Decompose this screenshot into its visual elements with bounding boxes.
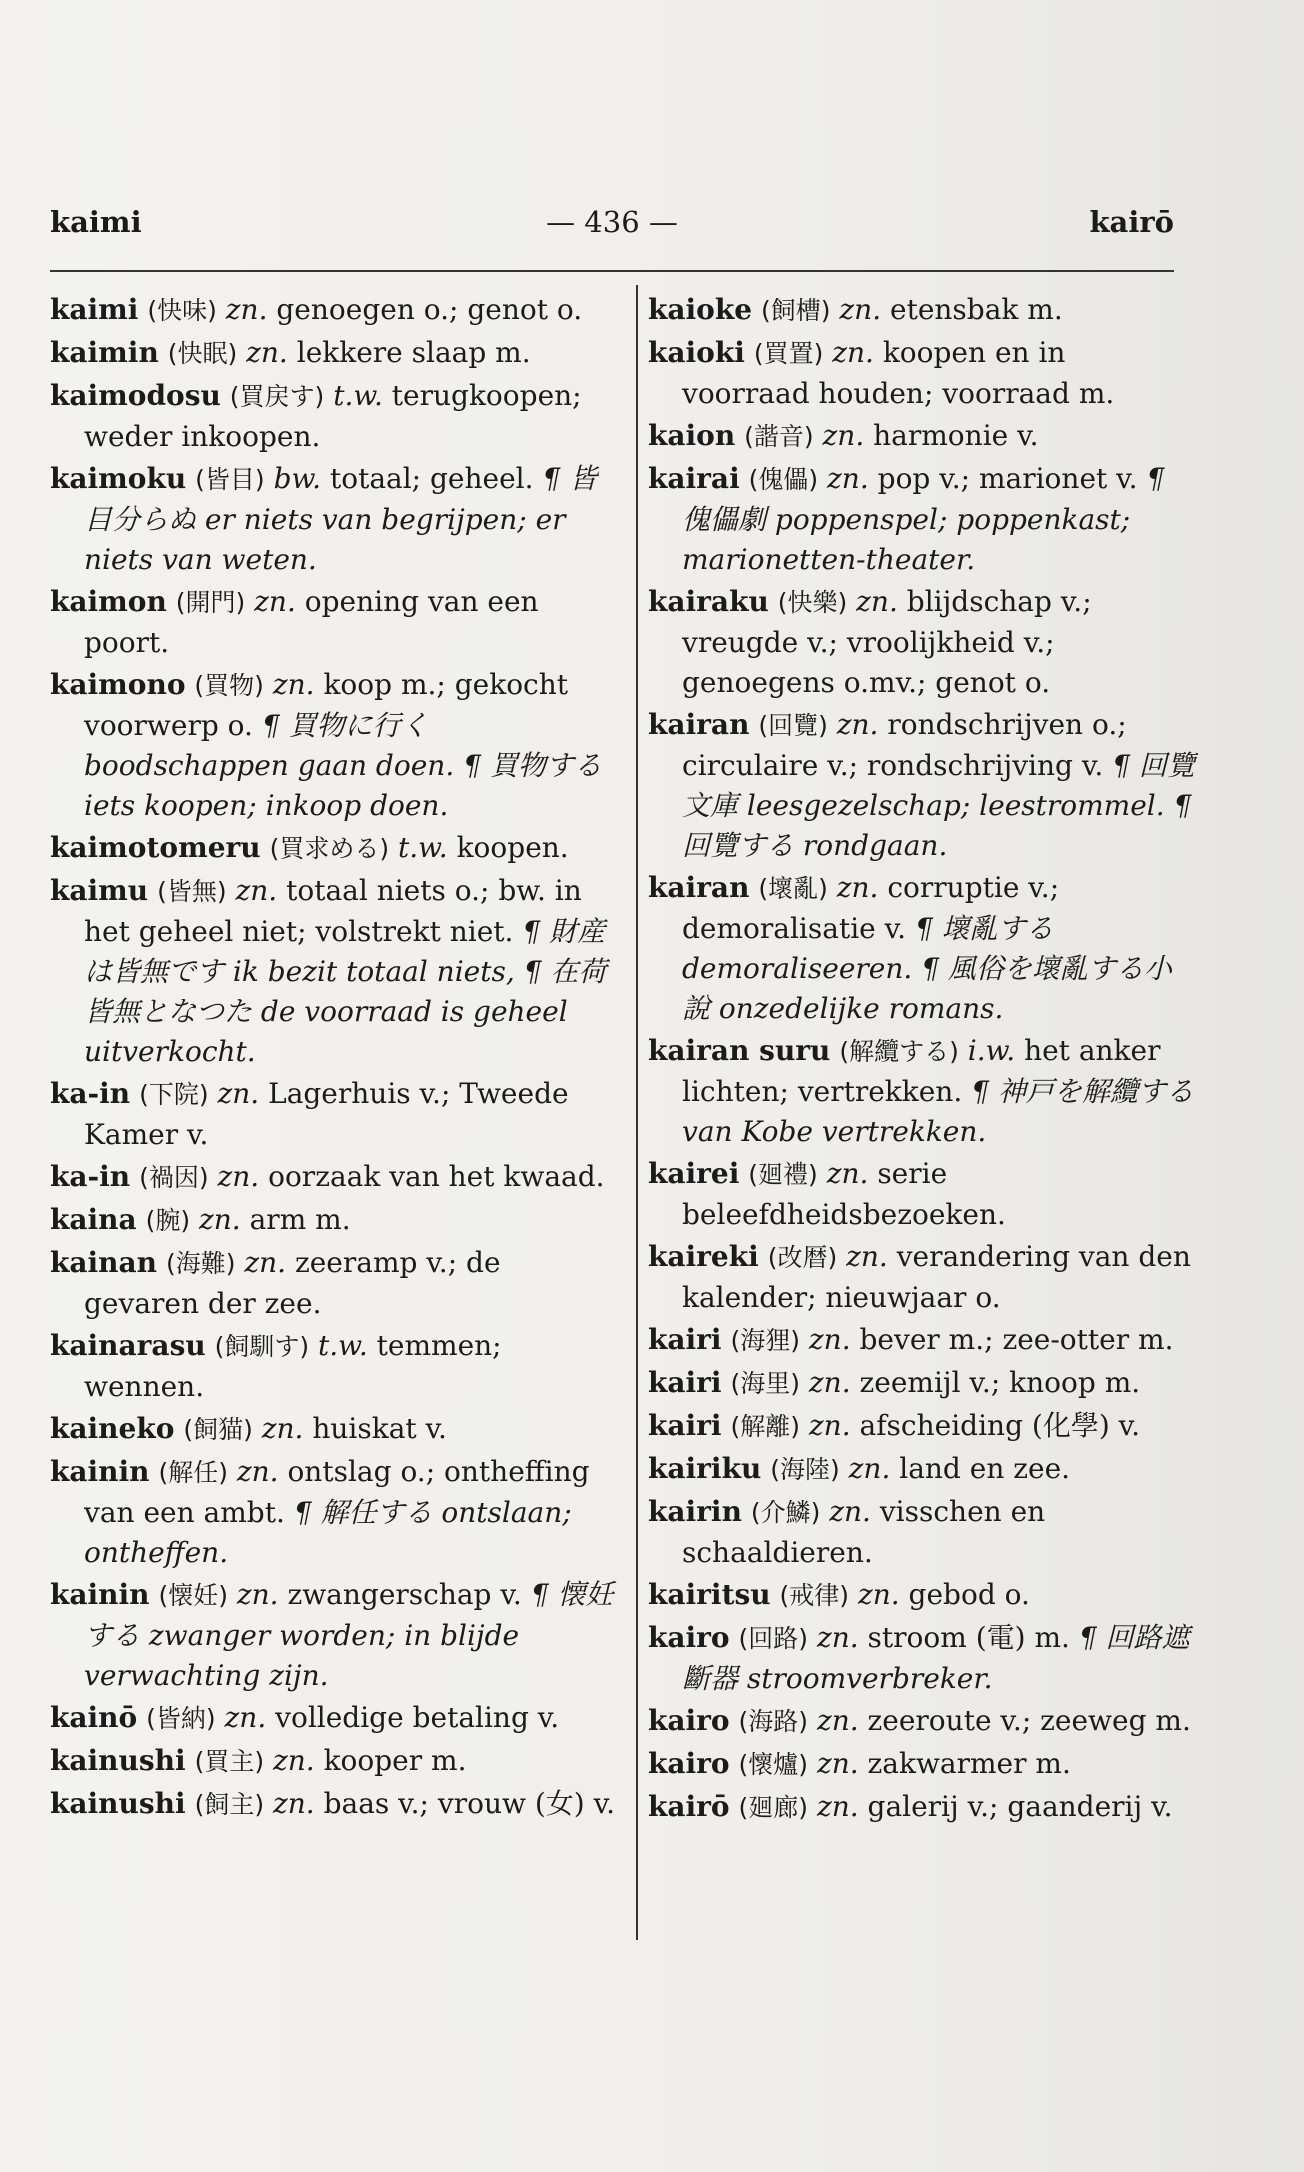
example: ¶ 傀儡劇 poppenspel; poppenkast; marionetten-theater.	[682, 462, 1165, 576]
part-of-speech: zn.	[846, 1240, 888, 1273]
dictionary-entry	[50, 1698, 615, 1739]
part-of-speech: zn.	[808, 1323, 851, 1356]
part-of-speech: zn.	[808, 1409, 851, 1442]
headword: kairō	[648, 1790, 730, 1823]
part-of-speech: bw.	[273, 462, 322, 495]
running-head-left: kaimi	[50, 205, 142, 239]
dictionary-entry	[50, 1326, 615, 1407]
part-of-speech: zn.	[857, 1578, 900, 1611]
headword: kairan suru	[648, 1034, 831, 1067]
headword: kaimoku	[50, 462, 187, 495]
headword: ka-in	[50, 1160, 131, 1193]
definition: oorzaak van het kwaad.	[268, 1160, 605, 1193]
part-of-speech: zn.	[839, 293, 882, 326]
dictionary-entry	[648, 1363, 1198, 1404]
example: ¶ 買物に行く boodschappen gaan doen. ¶ 買物する iets koopen; inkoop doen.	[84, 709, 602, 822]
column-divider	[636, 285, 638, 1940]
part-of-speech: zn.	[816, 1704, 859, 1737]
example: ¶ 回路遮斷器 stroomverbreker.	[682, 1621, 1190, 1695]
definition: visschen en schaaldieren.	[682, 1495, 1046, 1569]
dictionary-entry	[50, 376, 615, 457]
definition: gebod o.	[908, 1578, 1030, 1611]
running-head	[50, 205, 1174, 245]
dictionary-entry	[50, 1200, 615, 1241]
headword: kairan	[648, 708, 750, 741]
right-column	[648, 290, 1198, 1830]
headword: kaioke	[648, 293, 753, 326]
dictionary-entry	[50, 1784, 615, 1825]
headword: kairin	[648, 1495, 742, 1528]
headword: kairitsu	[648, 1578, 771, 1611]
part-of-speech: t.w.	[397, 831, 448, 864]
headword: ka-in	[50, 1077, 131, 1110]
headword: kairai	[648, 462, 740, 495]
kanji-form: (皆納)	[146, 1704, 216, 1733]
definition: corruptie v.; demoralisatie v.	[682, 871, 1060, 945]
headword: kainushi	[50, 1744, 186, 1777]
headword: kaimodosu	[50, 379, 221, 412]
kanji-form: (皆無)	[157, 877, 227, 906]
headword: kairaku	[648, 585, 769, 618]
dictionary-entry	[50, 1074, 615, 1155]
definition: etensbak m.	[890, 293, 1063, 326]
definition: afscheiding (化學) v.	[859, 1409, 1141, 1442]
kanji-form: (飼槽)	[760, 296, 831, 325]
part-of-speech: zn.	[199, 1203, 241, 1236]
kanji-form: (飼馴す)	[214, 1332, 310, 1361]
definition: serie beleefdheidsbezoeken.	[682, 1157, 1006, 1231]
kanji-form: (回路)	[738, 1624, 809, 1653]
definition: genoegen o.; genot o.	[276, 293, 583, 326]
example: ¶ 解任する ontslaan; ontheffen.	[84, 1496, 572, 1569]
definition: zakwarmer m.	[867, 1747, 1071, 1780]
dictionary-entry	[50, 1452, 615, 1573]
headword: kaimin	[50, 336, 159, 369]
dictionary-entry	[648, 1787, 1198, 1828]
kanji-form: (買求める)	[269, 834, 390, 863]
kanji-form: (下院)	[139, 1080, 209, 1109]
part-of-speech: zn.	[224, 1701, 267, 1734]
part-of-speech: zn.	[816, 1621, 859, 1654]
definition: rondschrijven o.; circulaire v.; rondschrijving v.	[682, 708, 1127, 782]
kanji-form: (海里)	[730, 1369, 800, 1398]
headword: kaioki	[648, 336, 745, 369]
part-of-speech: zn.	[826, 1157, 869, 1190]
kanji-form: (買主)	[194, 1747, 265, 1776]
part-of-speech: zn.	[848, 1452, 891, 1485]
example: ¶ 神戸を解纜する van Kobe vertrekken.	[682, 1075, 1194, 1148]
kanji-form: (懐妊)	[158, 1581, 228, 1610]
definition: temmen; wennen.	[84, 1329, 502, 1403]
definition: zwangerschap v.	[287, 1578, 522, 1611]
dictionary-entry	[50, 1741, 615, 1782]
dictionary-entry	[648, 459, 1198, 580]
dictionary-entry	[648, 1701, 1198, 1742]
part-of-speech: zn.	[822, 419, 865, 452]
headword: kairo	[648, 1621, 730, 1654]
headword: kaimi	[50, 293, 139, 326]
headword: kaimon	[50, 585, 167, 618]
headword: kairo	[648, 1704, 730, 1737]
definition: lekkere slaap m.	[296, 336, 531, 369]
definition: koopen en in voorraad houden; voorraad m.	[682, 336, 1115, 410]
definition: zeeramp v.; de gevaren der zee.	[84, 1246, 501, 1320]
dictionary-entry	[50, 1157, 615, 1198]
running-head-right: kairō	[1089, 205, 1174, 239]
definition: terugkoopen; weder inkoopen.	[84, 379, 582, 453]
headword: kaineko	[50, 1412, 175, 1445]
dictionary-entry	[50, 1575, 615, 1696]
dictionary-entry	[50, 333, 615, 374]
definition: volledige betaling v.	[275, 1701, 560, 1734]
dictionary-entry	[648, 582, 1198, 703]
kanji-form: (傀儡)	[748, 465, 819, 494]
headword: kairi	[648, 1366, 722, 1399]
dictionary-entry	[648, 1320, 1198, 1361]
definition: land en zee.	[899, 1452, 1071, 1485]
definition: galerij v.; gaanderij v.	[867, 1790, 1173, 1823]
dictionary-entry	[648, 1031, 1198, 1152]
dictionary-entry	[648, 1492, 1198, 1573]
part-of-speech: zn.	[836, 708, 879, 741]
part-of-speech: zn.	[836, 871, 879, 904]
part-of-speech: zn.	[816, 1747, 859, 1780]
dictionary-entry	[648, 1744, 1198, 1785]
dictionary-entry	[648, 1618, 1198, 1699]
kanji-form: (飼主)	[194, 1790, 265, 1819]
dictionary-entry	[50, 290, 615, 331]
part-of-speech: zn.	[272, 1787, 315, 1820]
dictionary-entry	[648, 1449, 1198, 1490]
headword: kaimu	[50, 874, 149, 907]
part-of-speech: zn.	[816, 1790, 859, 1823]
dictionary-entry	[648, 333, 1198, 414]
part-of-speech: zn.	[832, 336, 874, 369]
left-column	[50, 290, 615, 1827]
kanji-form: (介鱗)	[750, 1498, 821, 1527]
kanji-form: (買戻す)	[229, 382, 325, 411]
kanji-form: (懷爐)	[738, 1750, 809, 1779]
part-of-speech: zn.	[236, 1578, 279, 1611]
part-of-speech: zn.	[246, 336, 288, 369]
part-of-speech: zn.	[244, 1246, 287, 1279]
part-of-speech: zn.	[254, 585, 296, 618]
headword: kainin	[50, 1578, 150, 1611]
kanji-form: (海難)	[165, 1249, 236, 1278]
kanji-form: (海狸)	[730, 1326, 800, 1355]
headword: kairiku	[648, 1452, 762, 1485]
part-of-speech: zn.	[217, 1160, 260, 1193]
dictionary-entry	[50, 665, 615, 826]
dictionary-entry	[648, 1575, 1198, 1616]
dictionary-entry	[50, 1409, 615, 1450]
part-of-speech: zn.	[272, 668, 315, 701]
part-of-speech: zn.	[217, 1077, 260, 1110]
part-of-speech: zn.	[808, 1366, 851, 1399]
part-of-speech: zn.	[225, 293, 268, 326]
part-of-speech: zn.	[235, 874, 278, 907]
kanji-form: (飼猫)	[183, 1415, 253, 1444]
definition: bever m.; zee-otter m.	[859, 1323, 1174, 1356]
part-of-speech: t.w.	[333, 379, 383, 412]
kanji-form: (解任)	[158, 1458, 228, 1487]
kanji-form: (解纜する)	[839, 1037, 959, 1066]
definition: ontslag o.; ontheffing van een ambt.	[84, 1455, 590, 1529]
part-of-speech: zn.	[261, 1412, 304, 1445]
headword: kairei	[648, 1157, 740, 1190]
definition: huiskat v.	[312, 1412, 447, 1445]
part-of-speech: zn.	[236, 1455, 279, 1488]
header-rule	[50, 270, 1174, 272]
part-of-speech: zn.	[856, 585, 898, 618]
kanji-form: (回覽)	[758, 711, 828, 740]
example: ¶ 皆目分らぬ er niets van begrijpen; er niets van weten.	[84, 462, 598, 576]
part-of-speech: zn.	[829, 1495, 871, 1528]
definition: opening van een poort.	[84, 585, 539, 659]
headword: kaireki	[648, 1240, 759, 1273]
definition: koop m.; gekocht voorwerp o.	[84, 668, 569, 742]
definition: blijdschap v.; vreugde v.; vroolijkheid v.; genoegens o.mv.; genot o.	[682, 585, 1092, 699]
part-of-speech: zn.	[827, 462, 869, 495]
dictionary-entry	[50, 1243, 615, 1324]
headword: kaimono	[50, 668, 186, 701]
example: ¶ 壞亂する demoraliseeren. ¶ 風俗を壞亂する小說 onzedelijke romans.	[682, 912, 1172, 1025]
headword: kainan	[50, 1246, 158, 1279]
kanji-form: (快味)	[147, 296, 217, 325]
kanji-form: (壞亂)	[758, 874, 828, 903]
dictionary-entry	[50, 459, 615, 580]
headword: kairan	[648, 871, 750, 904]
dictionary-entry	[648, 1154, 1198, 1235]
dictionary-entry	[648, 290, 1198, 331]
dictionary-entry	[50, 871, 615, 1072]
headword: kainarasu	[50, 1329, 206, 1362]
kanji-form: (廻禮)	[748, 1160, 818, 1189]
dictionary-entry	[648, 705, 1198, 866]
dictionary-entry	[50, 582, 615, 663]
headword: kainushi	[50, 1787, 186, 1820]
headword: kairi	[648, 1323, 722, 1356]
part-of-speech: i.w.	[967, 1034, 1016, 1067]
headword: kainō	[50, 1701, 138, 1734]
definition: arm m.	[249, 1203, 351, 1236]
part-of-speech: t.w.	[318, 1329, 368, 1362]
kanji-form: (皆目)	[195, 465, 265, 494]
headword: kaion	[648, 419, 736, 452]
dictionary-entry	[648, 416, 1198, 457]
kanji-form: (快眠)	[167, 339, 238, 368]
dictionary-entry	[648, 1406, 1198, 1447]
definition: zeeroute v.; zeeweg m.	[867, 1704, 1191, 1737]
kanji-form: (戒律)	[779, 1581, 850, 1610]
example: ¶ 回覽文庫 leesgezelschap; leestrommel. ¶ 回覽する rondgaan.	[682, 749, 1195, 862]
dictionary-entry	[50, 828, 615, 869]
definition: Lagerhuis v.; Tweede Kamer v.	[84, 1077, 569, 1151]
definition: totaal; geheel.	[329, 462, 534, 495]
page-number: — 436 —	[546, 205, 678, 239]
definition: baas v.; vrouw (女) v.	[323, 1787, 615, 1820]
definition: totaal niets o.; bw. in het geheel niet; volstrekt niet.	[84, 874, 582, 948]
kanji-form: (海路)	[738, 1707, 809, 1736]
kanji-form: (買物)	[194, 671, 264, 700]
definition: harmonie v.	[873, 419, 1039, 452]
kanji-form: (禍因)	[139, 1163, 209, 1192]
definition: pop v.; marionet v.	[877, 462, 1138, 495]
definition: verandering van den kalender; nieuwjaar o.	[682, 1240, 1191, 1314]
kanji-form: (買置)	[753, 339, 824, 368]
definition: het anker lichten; vertrekken.	[682, 1034, 1161, 1108]
definition: zeemijl v.; knoop m.	[859, 1366, 1141, 1399]
kanji-form: (開門)	[175, 588, 246, 617]
headword: kairi	[648, 1409, 722, 1442]
part-of-speech: zn.	[272, 1744, 315, 1777]
kanji-form: (腕)	[145, 1206, 191, 1235]
kanji-form: (解離)	[730, 1412, 800, 1441]
kanji-form: (廻廊)	[738, 1793, 809, 1822]
definition: koopen.	[456, 831, 569, 864]
headword: kaina	[50, 1203, 137, 1236]
dictionary-entry	[648, 1237, 1198, 1318]
kanji-form: (海陸)	[770, 1455, 840, 1484]
kanji-form: (快樂)	[777, 588, 848, 617]
kanji-form: (諧音)	[744, 422, 814, 451]
definition: kooper m.	[323, 1744, 467, 1777]
kanji-form: (改暦)	[767, 1243, 838, 1272]
headword: kairo	[648, 1747, 730, 1780]
example: ¶ 財産は皆無です ik bezit totaal niets, ¶ 在荷皆無となつた de voorraad is geheel uitverkocht.	[84, 915, 607, 1068]
headword: kaimotomeru	[50, 831, 261, 864]
headword: kainin	[50, 1455, 150, 1488]
dictionary-entry	[648, 868, 1198, 1029]
example: ¶ 懐妊する zwanger worden; in blijde verwachting zijn.	[84, 1578, 614, 1692]
definition: stroom (電) m.	[867, 1621, 1070, 1654]
